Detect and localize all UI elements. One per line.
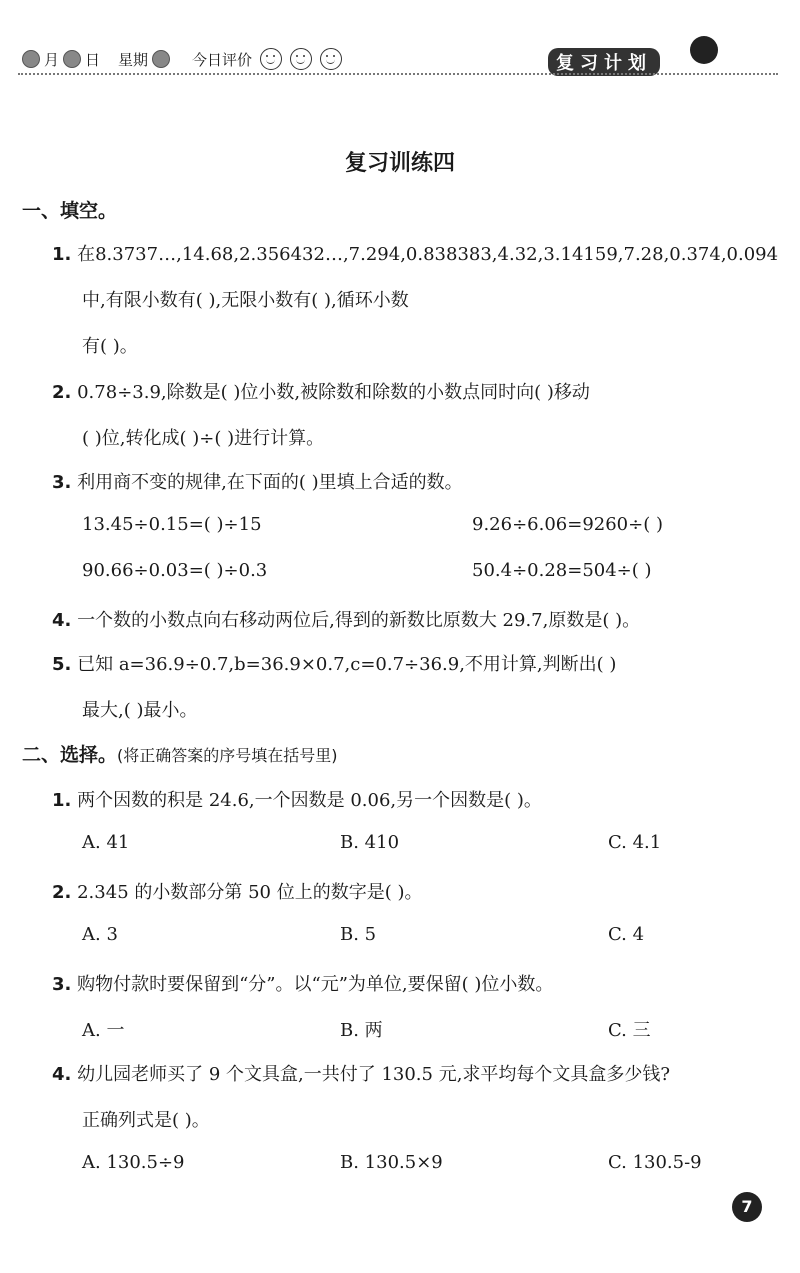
q1-5-line1 (52, 650, 616, 676)
rating-label: 今日评价 (192, 50, 253, 69)
month-blank-icon (22, 50, 40, 68)
day-label: 日 (85, 50, 101, 69)
question-text: 在8.3737…,14.68,2.356432…,7.294,0.838383,4.32,3.14159,7.28,0.374,0.094 (77, 244, 779, 265)
q2-4-line2: 正确列式是( )。 (82, 1110, 210, 1131)
page-title: 复习训练四 (344, 151, 455, 176)
q2-3-option-a: A. 一 (82, 1020, 125, 1041)
q2-4-option-c: C. 130.5-9 (608, 1152, 702, 1173)
q2-3-text (52, 970, 553, 996)
q1-1-line1 (52, 240, 778, 266)
q1-3-eq3: 90.66÷0.03=( )÷0.3 (82, 560, 268, 581)
q2-2-option-a: A. 3 (82, 924, 118, 945)
q1-3-eq4: 50.4÷0.28=504÷( ) (472, 560, 652, 581)
section-2-note: (将正确答案的序号填在括号里) (117, 746, 338, 765)
question-text: 幼儿园老师买了 9 个文具盒,一共付了 130.5 元,求平均每个文具盒多少钱? (77, 1064, 671, 1085)
section-2-heading (22, 740, 338, 767)
q1-2-line1 (52, 378, 590, 404)
question-number: 3. (52, 974, 72, 995)
section-1-heading: 一、填空。 (22, 200, 118, 222)
month-label: 月 (44, 50, 60, 69)
weekday-blank-icon (152, 50, 170, 68)
header-divider (18, 73, 778, 75)
question-text: 一个数的小数点向右移动两位后,得到的新数比原数大 29.7,原数是( )。 (77, 610, 641, 631)
q2-4-line1 (52, 1060, 670, 1086)
question-text: 已知 a=36.9÷0.7,b=36.9×0.7,c=0.7÷36.9,不用计算,判断出( ) (77, 654, 617, 675)
q1-2-line2: ( )位,转化成( )÷( )进行计算。 (82, 428, 325, 449)
question-text: 利用商不变的规律,在下面的( )里填上合适的数。 (77, 472, 463, 493)
day-blank-icon (63, 50, 81, 68)
smiley-icon (260, 48, 282, 70)
question-number: 4. (52, 610, 72, 631)
q2-1-text (52, 786, 542, 812)
q2-1-option-a: A. 41 (82, 832, 130, 853)
q1-5-line2: 最大,( )最小。 (82, 700, 198, 721)
question-number: 3. (52, 472, 72, 493)
question-number: 1. (52, 790, 72, 811)
q2-2-option-b: B. 5 (340, 924, 377, 945)
q2-1-option-c: C. 4.1 (608, 832, 662, 853)
weekday-label: 星期 (118, 50, 149, 69)
q2-3-option-c: C. 三 (608, 1020, 651, 1041)
question-number: 2. (52, 382, 72, 403)
question-text: 两个因数的积是 24.6,一个因数是 0.06,另一个因数是( )。 (77, 790, 542, 811)
question-text: 2.345 的小数部分第 50 位上的数字是( )。 (77, 882, 423, 903)
question-number: 4. (52, 1064, 72, 1085)
question-number: 2. (52, 882, 72, 903)
smiley-icon (290, 48, 312, 70)
q1-4-line1 (52, 606, 640, 632)
q1-1-line3: 有( )。 (82, 336, 138, 357)
question-text: 0.78÷3.9,除数是( )位小数,被除数和除数的小数点同时向( )移动 (77, 382, 590, 403)
q1-3-line1 (52, 468, 463, 494)
q2-1-option-b: B. 410 (340, 832, 400, 853)
header-date-rating (22, 48, 342, 70)
q1-3-eq2: 9.26÷6.06=9260÷( ) (472, 514, 663, 535)
q2-3-option-b: B. 两 (340, 1020, 383, 1041)
q2-2-option-c: C. 4 (608, 924, 645, 945)
question-number: 1. (52, 244, 72, 265)
q2-4-option-b: B. 130.5×9 (340, 1152, 443, 1173)
q2-2-text (52, 878, 422, 904)
page-number: 7 (732, 1192, 762, 1222)
review-plan-banner: 复习计划 (548, 48, 660, 76)
question-number: 5. (52, 654, 72, 675)
question-text: 购物付款时要保留到“分”。以“元”为单位,要保留( )位小数。 (77, 974, 554, 995)
q1-1-line2: 中,有限小数有( ),无限小数有( ),循环小数 (82, 290, 409, 311)
q1-3-eq1: 13.45÷0.15=( )÷15 (82, 514, 262, 535)
cartoon-girl-icon (690, 36, 718, 64)
section-2-title: 二、选择。 (22, 744, 118, 766)
q2-4-option-a: A. 130.5÷9 (82, 1152, 185, 1173)
smiley-icon (320, 48, 342, 70)
